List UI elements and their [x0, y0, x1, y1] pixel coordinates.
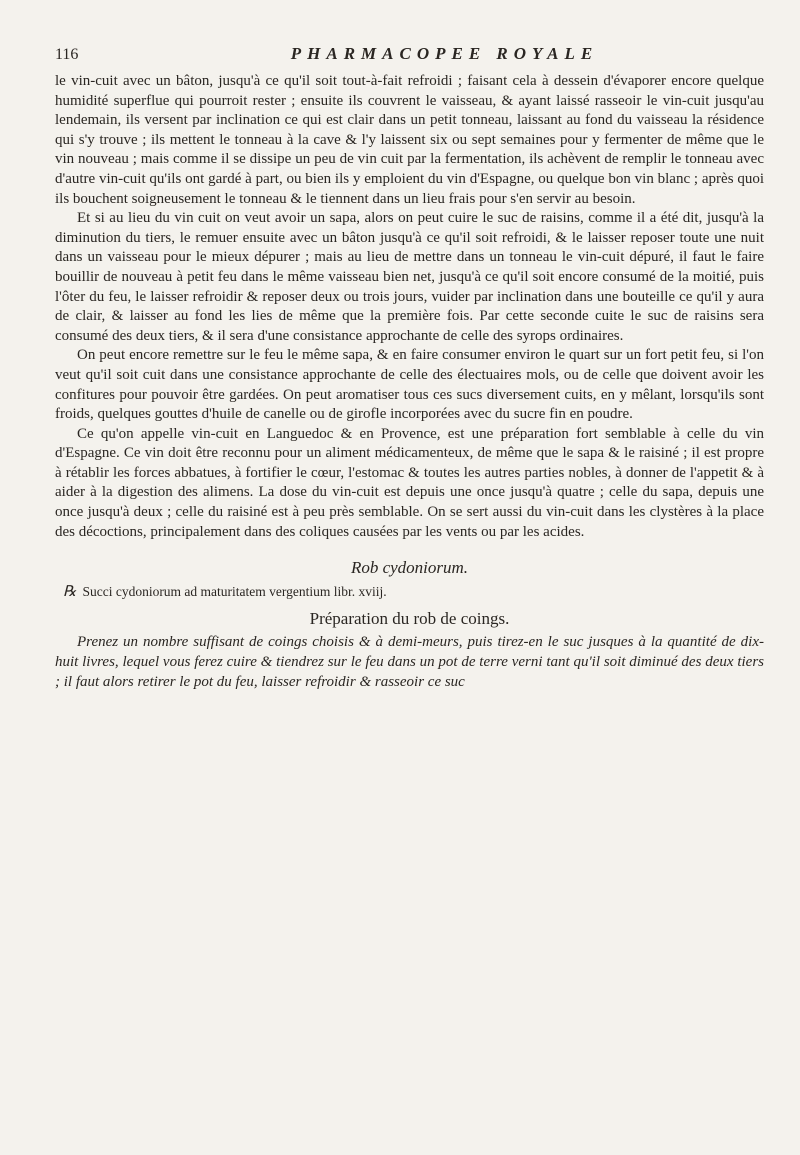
page-header [55, 44, 764, 70]
preparation-title: Préparation du rob de coings. [309, 609, 510, 629]
page-number: 116 [55, 46, 79, 63]
body-text [55, 72, 764, 693]
recipe-text: Succi cydoniorum ad maturitatem vergentium libr. xviij. [82, 584, 387, 600]
section-title: Rob cydoniorum. [350, 558, 469, 578]
recipe-symbol: ℞ [63, 584, 77, 601]
recipe-line [55, 582, 764, 601]
paragraph: le vin-cuit avec un bâton, jusqu'à ce qu'il soit tout-à-fait refroidi ; faisant cela à dessein d'évaporer encore quelque humidité superflue qui pourroit rester ; ensuite ils couvrent le vaisseau, & ayant laissé rasseoir le vin-cuit jusqu'au lendemain, ils versent par inclination ce qui est clair dans un petit tonneau, laissant au fond du vaisseau la résidence qui s'y trouve ; ils mettent le tonneau à la cave & l'y laissent six ou sept semaines pour y fermenter de même que le vin nouveau ; mais comme il se dissipe un peu de vin cuit par la fermentation, ils achèvent de remplir le tonneau avec d'autre vin-cuit qu'ils ont gardé à part, ou bien ils y emploient du vin d'Espagne, ou quelque bon vin blanc ; après quoi ils bouchent soigneusement le tonneau & le tiennent dans un lieu frais pour s'en servir au besoin. [55, 73, 764, 207]
paragraph: Ce qu'on appelle vin-cuit en Languedoc & en Provence, est une préparation fort semblable à celle du vin d'Espagne. Ce vin doit être reconnu pour un aliment médicamenteux, de même que le sapa & le raisiné ; il est propre à rétablir les forces abbatues, à fortifier le cœur, l'estomac & toutes les autres parties nobles, à donner de l'appetit & à aider à la digestion des alimens. La dose du vin-cuit est depuis une once jusqu'à quatre ; celle du sapa, depuis une once jusqu'à deux ; celle du raisiné est à peu près semblable. On se sert aussi du vin-cuit dans les clystères à la place des décoctions, principalement dans des coliques causées par les vents ou par les acides. [55, 425, 764, 540]
paragraph: On peut encore remettre sur le feu le même sapa, & en faire consumer environ le quart sur un fort petit feu, si l'on veut qu'il soit cuit dans une consistance approchante de celle des électuaires mols, ou de celle que doivent avoir les confitures pour pouvoir être gardées. On peut aromatiser tous ces sucs diversement cuits, en y mêlant, lorsqu'ils sont froids, quelques gouttes d'huile de canelle ou de girofle incorporées avec du sucre fin en poudre. [55, 347, 764, 423]
preparation-text: Prenez un nombre suffisant de coings choisis & à demi-meurs, puis tirez-en le suc jusques à la quantité de dix-huit livres, lequel vous ferez cuire & tiendrez sur le feu dans un pot de terre verni tant qu'il soit diminué des deux tiers ; il faut alors retirer le pot du feu, laisser refroidir & rasseoir ce suc [55, 634, 764, 690]
paragraph: Et si au lieu du vin cuit on veut avoir un sapa, alors on peut cuire le suc de raisins, comme il a été dit, jusqu'à la diminution du tiers, le remuer ensuite avec un bâton jusqu'à ce qu'il soit refroidi, & le laisser reposer toute une nuit dans un vaisseau pour le mieux dépurer ; mais au lieu de mettre dans un tonneau le vin-cuit dépuré, il faut le faire bouillir de nouveau à petit feu dans le même vaisseau bien net, jusqu'à ce qu'il soit encore consumé de la moitié, puis l'ôter du feu, le laisser refroidir & reposer deux ou trois jours, vuider par inclination dans une bouteille ce qu'il y aura de clair, & laisser au fond les lies de même que la première fois. Par cette seconde cuite le suc de raisins sera consumé des deux tiers, & il sera d'une consistance approchante de celle des syrops ordinaires. [55, 210, 764, 344]
running-head: PHARMACOPEE ROYALE [290, 44, 599, 63]
